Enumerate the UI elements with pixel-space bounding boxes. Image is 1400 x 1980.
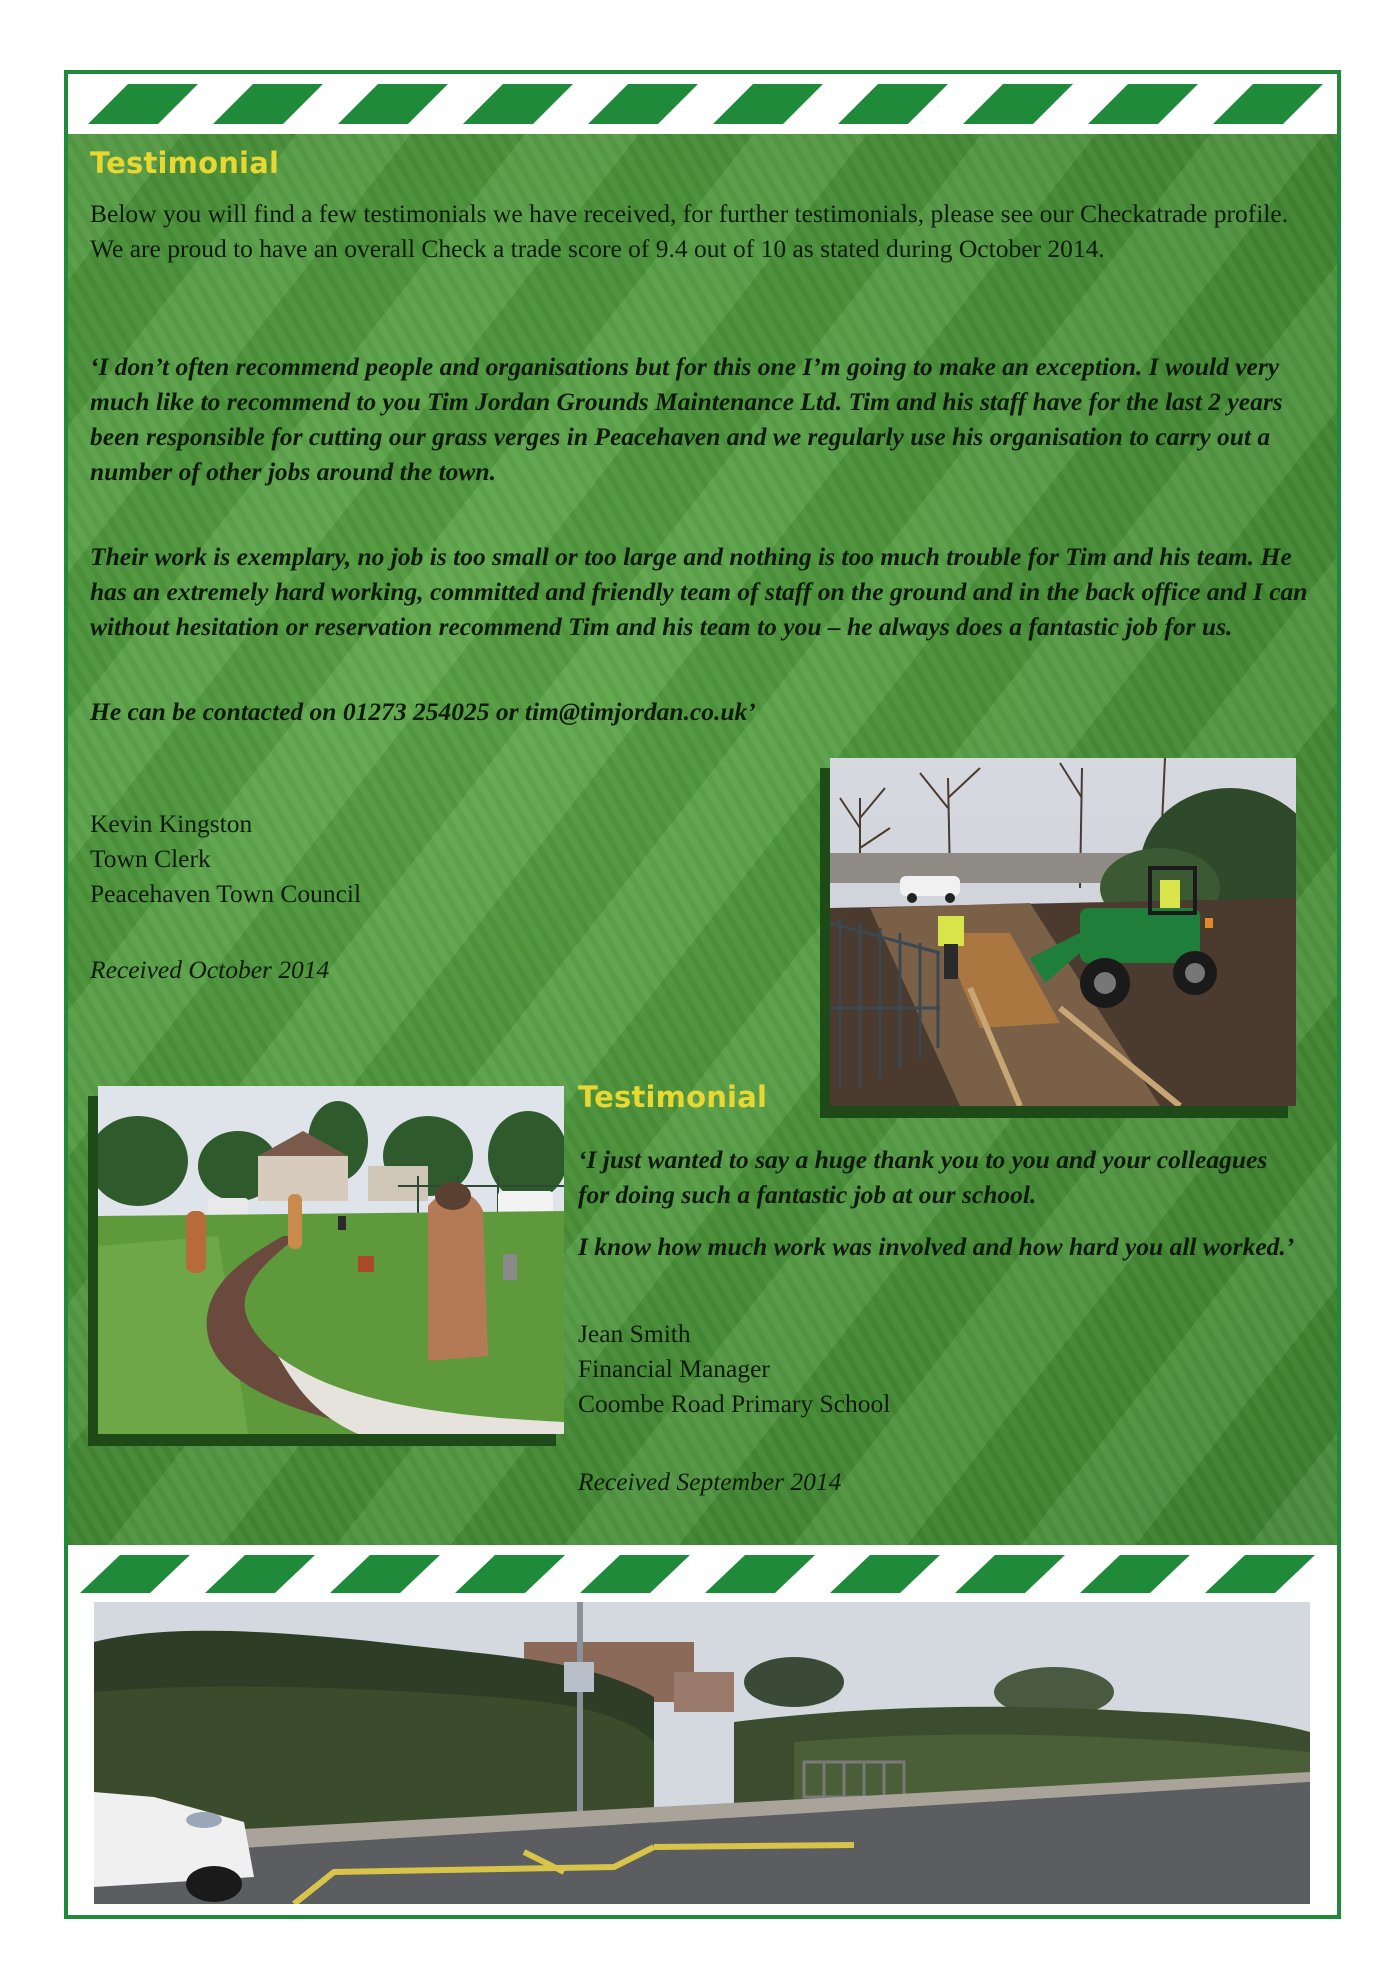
top-stripe-band bbox=[68, 74, 1337, 134]
quote2-paragraph-2: I know how much work was involved and how hard you all worked.’ bbox=[578, 1232, 1295, 1261]
received-date-2: Received September 2014 bbox=[578, 1467, 842, 1496]
signatory2-organisation: Coombe Road Primary School bbox=[578, 1389, 891, 1418]
signatory-organisation: Peacehaven Town Council bbox=[90, 879, 362, 908]
quote-paragraph-1: ‘I don’t often recommend people and organisations but for this one I’m going to make an exception. I would very much like to recommend to you Tim Jordan Grounds Maintenance Ltd. Tim and his staff have for the last 2 years been responsible for cutting our grass verges in Peacehaven and we regularly use his organisation to carry out a number of other jobs around the town. bbox=[90, 352, 1283, 486]
signatory-role: Town Clerk bbox=[90, 844, 211, 873]
photo-path-works bbox=[830, 758, 1296, 1106]
signatory-name: Kevin Kingston bbox=[90, 809, 253, 838]
signatory2-name: Jean Smith bbox=[578, 1319, 691, 1348]
signatory2-role: Financial Manager bbox=[578, 1354, 770, 1383]
intro-paragraph: Below you will find a few testimonials we have received, for further testimonials, please see our Checkatrade profile. We are proud to have an overall Check a trade score of 9.4 out of 10 as stated during October 2014. bbox=[90, 199, 1289, 263]
quote-contact-line: He can be contacted on 01273 254025 or tim@timjordan.co.uk’ bbox=[90, 697, 756, 726]
photo-sculpture-park bbox=[98, 1086, 564, 1434]
page-frame bbox=[64, 70, 1341, 1919]
testimonial-heading-2: Testimonial bbox=[578, 1080, 768, 1114]
quote2-paragraph-1: ‘I just wanted to say a huge thank you to you and your colleagues for doing such a fantastic job at our school. bbox=[578, 1145, 1268, 1209]
photo-hedge-road bbox=[94, 1602, 1310, 1904]
received-date: Received October 2014 bbox=[90, 955, 330, 984]
testimonial-heading: Testimonial bbox=[90, 146, 280, 180]
bottom-stripe-band bbox=[68, 1545, 1337, 1605]
quote-paragraph-2: Their work is exemplary, no job is too small or too large and nothing is too much trouble for Tim and his team. He has an extremely hard working, committed and friendly team of staff on the ground and in the back office and I can without hesitation or reservation recommend Tim and his team to you – he always does a fantastic job for us. bbox=[90, 542, 1308, 641]
